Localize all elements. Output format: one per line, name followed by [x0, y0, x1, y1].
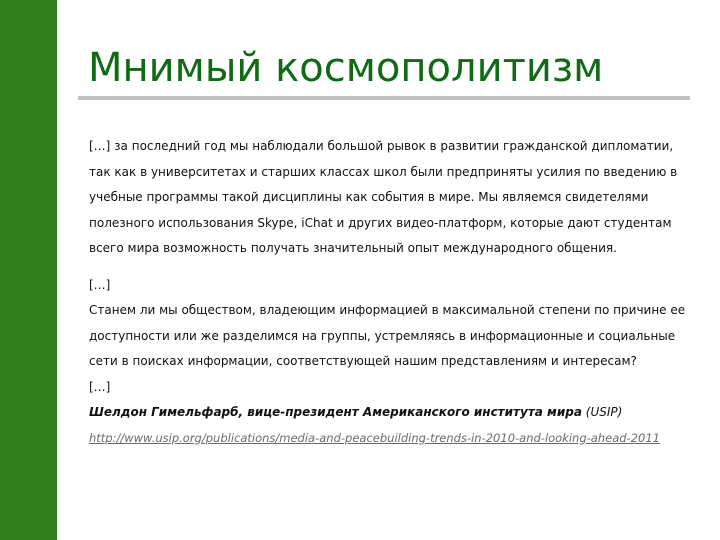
author-organization: (USIP) — [581, 405, 623, 419]
source-line — [89, 426, 689, 452]
slide-title: Мнимый космополитизм — [88, 45, 604, 91]
ellipsis-marker-2: […] — [89, 379, 111, 394]
attribution — [89, 400, 689, 426]
source-link[interactable]: http://www.usip.org/publications/media-and-peacebuilding-trends-in-2010-and-looking-ahead-2011 — [89, 430, 660, 445]
quote-paragraph-2: Станем ли мы обществом, владеющим информацией в максимальной степени по причине ее доступности или же разделимся на группы, устремляясь в информационные и социальные сети в поисках информации, соответствующей нашим представлениям и интересам? — [89, 303, 686, 368]
slide-body — [89, 134, 689, 451]
green-side-bar — [0, 0, 57, 540]
ellipsis-marker-1: […] — [89, 277, 111, 292]
author-name: Шелдон Гимельфарб, вице-президент Американского института мира — [89, 405, 582, 419]
title-divider — [78, 96, 690, 100]
quote-paragraph-1: […] за последний год мы наблюдали большой рывок в развитии гражданской дипломатии, так как в университетах и старших классах школ были предприняты усилия по введению в учебные программы такой дисциплины как события в мире. Мы являемся свидетелями полезного использования Skype, iChat и других видео-платформ, которые дают студентам всего мира возможность получать значительный опыт международного общения. — [89, 139, 678, 255]
